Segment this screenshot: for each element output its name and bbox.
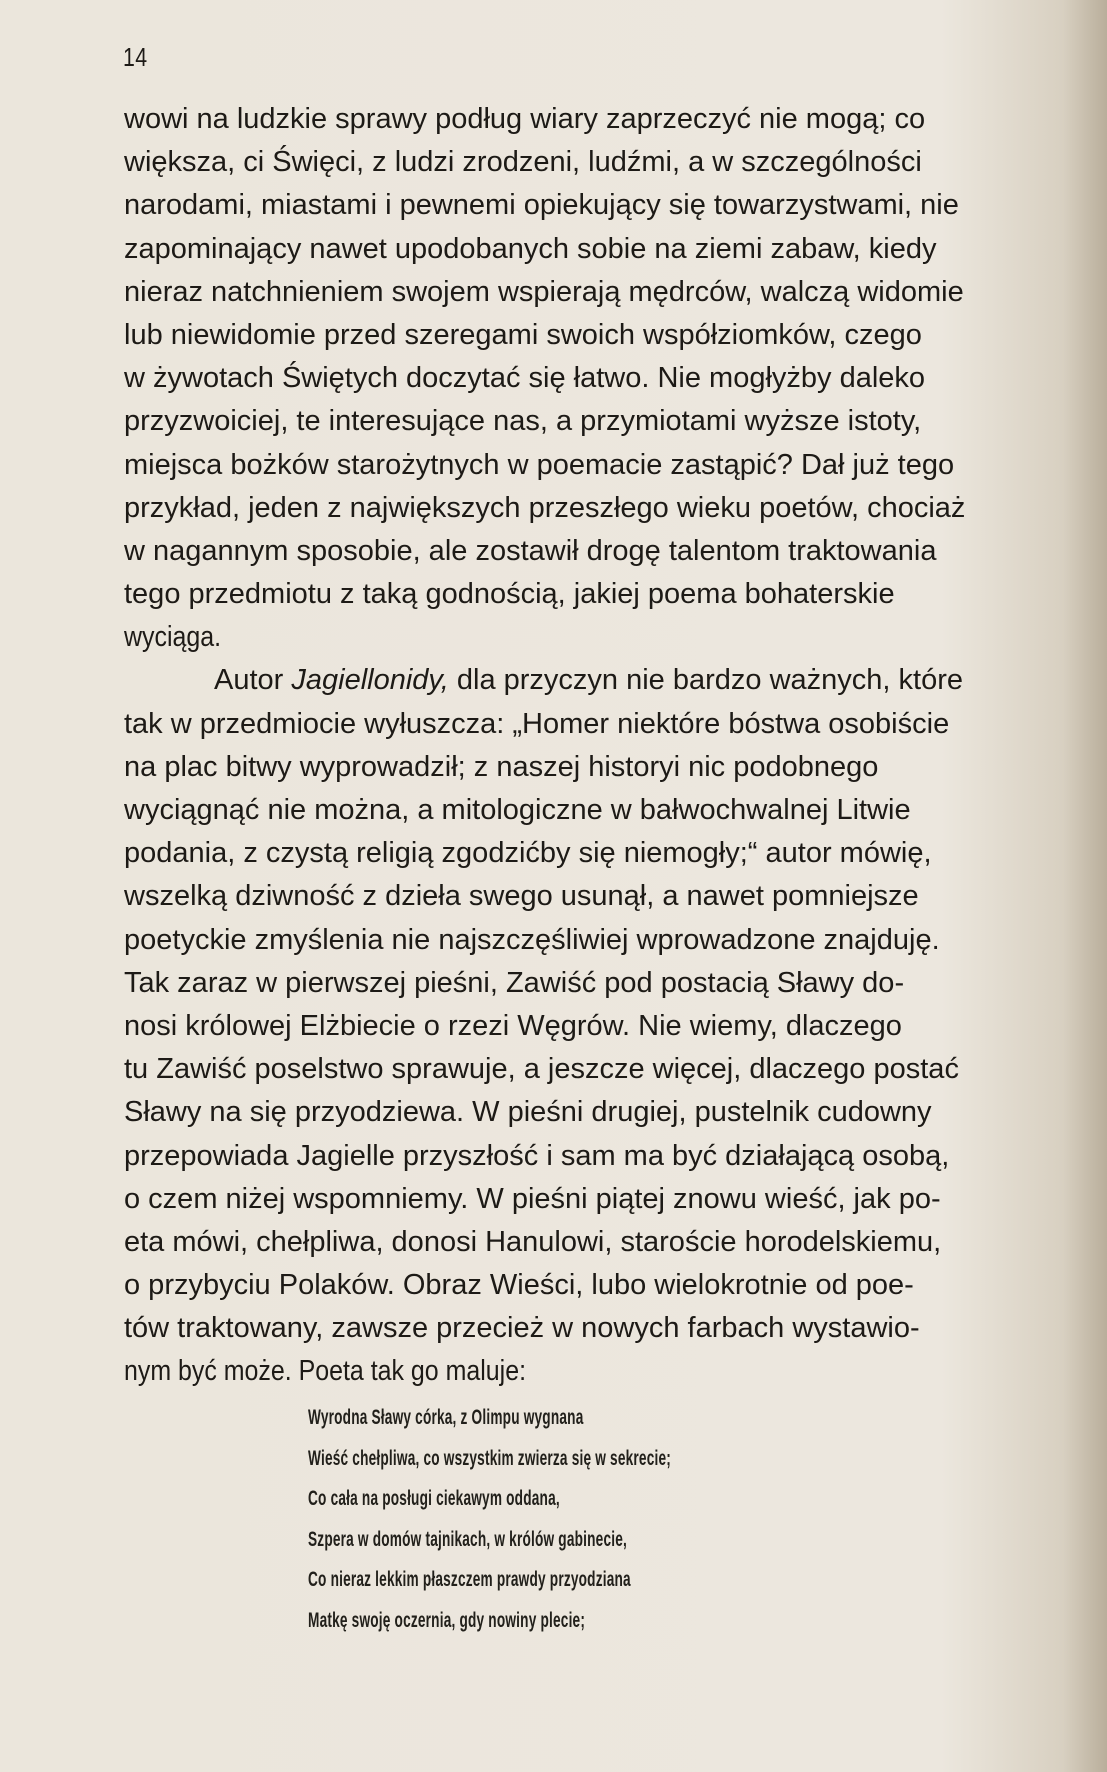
poem-line: Wieść chełpliwa, co wszystkim zwierza się w sekrecie; bbox=[308, 1446, 672, 1470]
text-line: przepowiada Jagielle przyszłość i sam ma być działającą osobą, bbox=[124, 1139, 950, 1172]
text-line: podania, z czystą religią zgodzićby się niemogły;“ autor mówię, bbox=[124, 837, 932, 870]
poem-line: Matkę swoję oczernia, gdy nowiny plecie; bbox=[308, 1608, 586, 1632]
text-line: wyciąga. bbox=[124, 621, 222, 654]
text-line: wyciągnąć nie można, a mitologiczne w bałwochwalnej Litwie bbox=[124, 794, 911, 826]
text-line: miejsca bożków starożytnych w poemacie zastąpić? Dał już tego bbox=[124, 448, 955, 481]
text-line: przyzwoiciej, te interesujące nas, a przymiotami wyższe istoty, bbox=[124, 405, 922, 438]
text-line: poetyckie zmyślenia nie najszczęśliwiej wprowadzone znajduję. bbox=[124, 923, 940, 956]
text-line: eta mówi, chełpliwa, donosi Hanulowi, staroście horodelskiemu, bbox=[124, 1225, 942, 1258]
text-line: lub niewidomie przed szeregami swoich współziomków, czego bbox=[124, 318, 922, 351]
text-line: tak w przedmiocie wyłuszcza: „Homer niektóre bóstwa osobiście bbox=[124, 707, 950, 740]
book-title: Jagiellonidy, bbox=[291, 664, 449, 697]
text-line: tego przedmiotu z taką godnością, jakiej poema bohaterskie bbox=[124, 578, 895, 611]
text-line: Sławy na się przyodziewa. W pieśni drugiej, pustelnik cudowny bbox=[124, 1096, 932, 1129]
text-line: większa, ci Święci, z ludzi zrodzeni, ludźmi, a w szczególności bbox=[124, 146, 922, 179]
text-fragment: dla przyczyn nie bardzo ważnych, które bbox=[448, 664, 964, 697]
poem-quote bbox=[308, 1398, 1068, 1642]
text-line: tu Zawiść poselstwo sprawuje, a jeszcze więcej, dlaczego postać bbox=[124, 1053, 959, 1086]
poem-line: Co cała na posługi ciekawym oddana, bbox=[308, 1487, 560, 1511]
poem-line: Szpera w domów tajnikach, w królów gabinecie, bbox=[308, 1527, 628, 1551]
text-line: narodami, miastami i pewnemi opiekujący się towarzystwami, nie bbox=[124, 189, 959, 222]
text-line: nieraz natchnieniem swojem wspierają mędrców, walczą widomie bbox=[124, 275, 964, 308]
text-line: wszelką dziwność z dzieła swego usunął, a nawet pomniejsze bbox=[124, 880, 919, 913]
text-line: nosi królowej Elżbiecie o rzezi Węgrów. Nie wiemy, dlaczego bbox=[124, 1009, 902, 1042]
text-line: w nagannym sposobie, ale zostawił drogę talentom traktowania bbox=[124, 534, 937, 567]
text-line: nym być może. Poeta tak go maluje: bbox=[124, 1355, 527, 1388]
text-line: Tak zaraz w pierwszej pieśni, Zawiść pod postacią Sławy do- bbox=[124, 966, 905, 999]
text-line: w żywotach Świętych doczytać się łatwo. Nie mogłyżby daleko bbox=[124, 362, 926, 395]
text-line: przykład, jeden z największych przeszłego wieku poetów, chociaż bbox=[124, 491, 966, 524]
poem-line: Co nieraz lekkim płaszczem prawdy przyodziana bbox=[308, 1568, 631, 1592]
text-line: o przybyciu Polaków. Obraz Wieści, lubo wielokrotnie od poe- bbox=[124, 1269, 914, 1302]
paragraph-first-line bbox=[124, 659, 1044, 702]
body-text bbox=[124, 98, 1044, 1394]
text-line: zapominający nawet upodobanych sobie na ziemi zabaw, kiedy bbox=[124, 232, 937, 265]
text-line: na plac bitwy wyprowadził; z naszej historyi nic podobnego bbox=[124, 750, 879, 783]
page-number: 14 bbox=[123, 42, 148, 72]
text-fragment: Autor bbox=[214, 664, 292, 697]
text-line: wowi na ludzkie sprawy podług wiary zaprzeczyć nie mogą; co bbox=[124, 103, 926, 135]
text-line: o czem niżej wspomniemy. W pieśni piątej znowu wieść, jak po- bbox=[124, 1182, 941, 1215]
poem-line: Wyrodna Sławy córka, z Olimpu wygnana bbox=[308, 1406, 584, 1429]
text-line: tów traktowany, zawsze przecież w nowych farbach wystawio- bbox=[124, 1312, 920, 1345]
